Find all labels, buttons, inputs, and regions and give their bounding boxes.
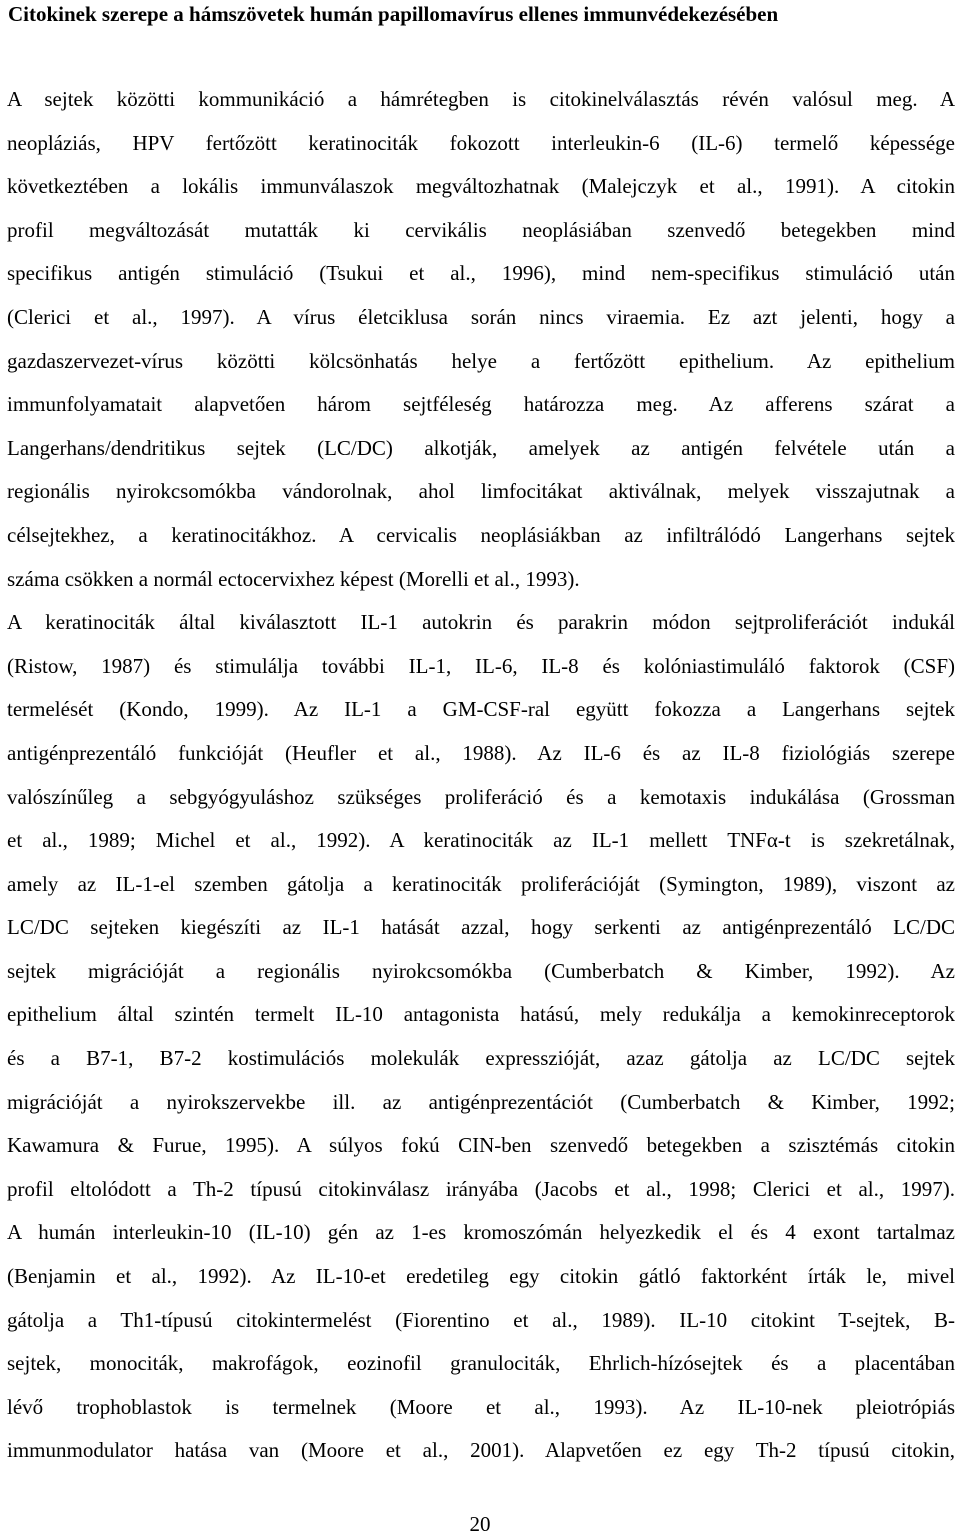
text-line: epithelium által szintén termelt IL-10 antagonista hatású, mely redukálja a kemokinreceptorok xyxy=(7,1002,955,1027)
text-line: Langerhans/dendritikus sejtek (LC/DC) alkotják, amelyek az antigén felvétele után a xyxy=(7,435,955,460)
text-line: profil megváltozását mutatták ki cervikális neoplásiában szenvedő betegekben mind xyxy=(7,217,955,242)
text-line: következtében a lokális immunválaszok megváltozhatnak (Malejczyk et al., 1991). A citokin xyxy=(7,174,955,199)
text-line: termelését (Kondo, 1999). Az IL-1 a GM-CSF-ral együtt fokozza a Langerhans sejtek xyxy=(7,697,955,722)
text-line: regionális nyirokcsomókba vándorolnak, ahol limfocitákat aktiválnak, melyek visszajutnak a xyxy=(7,479,955,504)
text-line: lévő trophoblastok is termelnek (Moore et al., 1993). Az IL-10-nek pleiotrópiás xyxy=(7,1394,955,1419)
text-line: sejtek migrációját a regionális nyirokcsomókba (Cumberbatch & Kimber, 1992). Az xyxy=(7,958,955,983)
text-line: száma csökken a normál ectocervixhez képest (Morelli et al., 1993). xyxy=(7,566,580,591)
text-line: valószínűleg a sebgyógyuláshoz szükséges proliferáció és a kemotaxis indukálása (Grossman xyxy=(7,784,955,809)
text-line: (Ristow, 1987) és stimulálja további IL-1, IL-6, IL-8 és kolóniastimuláló faktorok (CSF) xyxy=(7,653,955,678)
text-line: immunmodulator hatása van (Moore et al., 2001). Alapvetően ez egy Th-2 típusú citokin, xyxy=(7,1438,955,1463)
text-line: profil eltolódott a Th-2 típusú citokinválasz irányába (Jacobs et al., 1998; Clerici et al., 1997). xyxy=(7,1176,955,1201)
page-number: 20 xyxy=(469,1512,491,1536)
text-line: gátolja a Th1-típusú citokintermelést (Fiorentino et al., 1989). IL-10 citokint T-sejtek, B- xyxy=(7,1307,955,1332)
body-text xyxy=(7,78,955,1473)
text-line: specifikus antigén stimuláció (Tsukui et al., 1996), mind nem-specifikus stimuláció után xyxy=(7,261,955,286)
text-line: célsejtekhez, a keratinocitákhoz. A cervicalis neoplásiákban az infiltrálódó Langerhans sejtek xyxy=(7,522,955,547)
text-line: Kawamura & Furue, 1995). A súlyos fokú CIN-ben szenvedő betegekben a szisztémás citokin xyxy=(7,1133,955,1158)
text-line: LC/DC sejteken kiegészíti az IL-1 hatását azzal, hogy serkenti az antigénprezentáló LC/DC xyxy=(7,915,955,940)
text-line: és a B7-1, B7-2 kostimulációs molekulák expresszióját, azaz gátolja az LC/DC sejtek xyxy=(7,1046,955,1071)
text-line: antigénprezentáló funkcióját (Heufler et al., 1988). Az IL-6 és az IL-8 fiziológiás szerepe xyxy=(7,740,955,765)
text-line: gazdaszervezet-vírus közötti kölcsönhatás helye a fertőzött epithelium. Az epithelium xyxy=(7,348,955,373)
text-line: amely az IL-1-el szemben gátolja a keratinociták proliferációját (Symington, 1989), viszont az xyxy=(7,871,955,896)
text-line: migrációját a nyirokszervekbe ill. az antigénprezentációt (Cumberbatch & Kimber, 1992; xyxy=(7,1089,955,1114)
text-line: sejtek, monociták, makrofágok, eozinofil granulociták, Ehrlich-hízósejtek és a placentában xyxy=(7,1351,955,1376)
text-line: et al., 1989; Michel et al., 1992). A keratinociták az IL-1 mellett TNFα-t is szekretálnak, xyxy=(7,828,955,853)
text-line: A sejtek közötti kommunikáció a hámrétegben is citokinelválasztás révén valósul meg. A xyxy=(7,87,955,111)
text-line: immunfolyamatait alapvetően három sejtféleség határozza meg. Az afferens szárat a xyxy=(7,392,955,417)
text-line: (Clerici et al., 1997). A vírus életciklusa során nincs viraemia. Ez azt jelenti, hogy a xyxy=(7,304,955,329)
text-line: A keratinociták által kiválasztott IL-1 autokrin és parakrin módon sejtproliferációt indukál xyxy=(7,610,955,635)
text-line: A humán interleukin-10 (IL-10) gén az 1-es kromoszómán helyezkedik el és 4 exont tartalmaz xyxy=(7,1220,955,1245)
text-line: neopláziás, HPV fertőzött keratinociták fokozott interleukin-6 (IL-6) termelő képessége xyxy=(7,130,955,155)
text-line: (Benjamin et al., 1992). Az IL-10-et eredetileg egy citokin gátló faktorként írták le, mivel xyxy=(7,1264,955,1289)
section-heading: Citokinek szerepe a hámszövetek humán papillomavírus ellenes immunvédekezésében xyxy=(8,2,779,26)
